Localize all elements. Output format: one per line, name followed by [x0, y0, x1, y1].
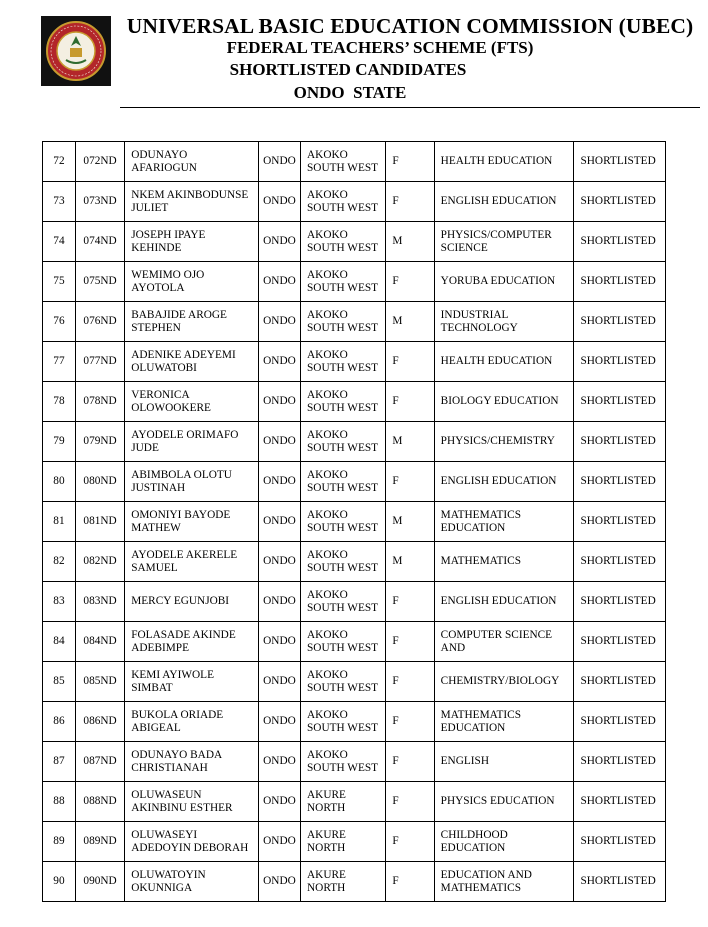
- serial-number-cell: 88: [43, 782, 76, 822]
- organization-title: UNIVERSAL BASIC EDUCATION COMMISSION (UBEC): [126, 14, 694, 38]
- status-cell: SHORTLISTED: [574, 462, 666, 502]
- sex-cell: M: [386, 302, 434, 342]
- candidate-name-cell: OLUWASEUN AKINBINU ESTHER: [125, 782, 259, 822]
- state-cell: ONDO: [258, 462, 300, 502]
- course-cell: HEALTH EDUCATION: [434, 142, 574, 182]
- state-cell: ONDO: [258, 502, 300, 542]
- list-title: SHORTLISTED CANDIDATES: [229, 60, 467, 79]
- candidate-name-cell: AYODELE ORIMAFO JUDE: [125, 422, 259, 462]
- status-cell: SHORTLISTED: [574, 822, 666, 862]
- course-cell: CHEMISTRY/BIOLOGY: [434, 662, 574, 702]
- course-cell: HEALTH EDUCATION: [434, 342, 574, 382]
- sex-cell: M: [386, 542, 434, 582]
- serial-number-cell: 86: [43, 702, 76, 742]
- state-cell: ONDO: [258, 262, 300, 302]
- serial-number-cell: 76: [43, 302, 76, 342]
- table-row: [43, 822, 666, 862]
- sex-cell: F: [386, 182, 434, 222]
- candidate-name-cell: BUKOLA ORIADE ABIGEAL: [125, 702, 259, 742]
- candidate-name-cell: FOLASADE AKINDE ADEBIMPE: [125, 622, 259, 662]
- candidate-code-cell: 084ND: [75, 622, 124, 662]
- course-cell: ENGLISH EDUCATION: [434, 462, 574, 502]
- sex-cell: F: [386, 622, 434, 662]
- lga-cell: AKOKO SOUTH WEST: [301, 462, 386, 502]
- serial-number-cell: 87: [43, 742, 76, 782]
- serial-number-cell: 73: [43, 182, 76, 222]
- status-cell: SHORTLISTED: [574, 302, 666, 342]
- course-cell: MATHEMATICS EDUCATION: [434, 502, 574, 542]
- candidate-name-cell: ODUNAYO BADA CHRISTIANAH: [125, 742, 259, 782]
- table-row: [43, 342, 666, 382]
- lga-cell: AKOKO SOUTH WEST: [301, 422, 386, 462]
- serial-number-cell: 78: [43, 382, 76, 422]
- state-cell: ONDO: [258, 742, 300, 782]
- lga-cell: AKOKO SOUTH WEST: [301, 502, 386, 542]
- state-cell: ONDO: [258, 582, 300, 622]
- serial-number-cell: 79: [43, 422, 76, 462]
- candidate-code-cell: 080ND: [75, 462, 124, 502]
- course-cell: PHYSICS/CHEMISTRY: [434, 422, 574, 462]
- table-row: [43, 382, 666, 422]
- candidate-name-cell: ODUNAYO AFARIOGUN: [125, 142, 259, 182]
- candidate-name-cell: AYODELE AKERELE SAMUEL: [125, 542, 259, 582]
- lga-cell: AKOKO SOUTH WEST: [301, 662, 386, 702]
- table-row: [43, 742, 666, 782]
- lga-cell: AKOKO SOUTH WEST: [301, 182, 386, 222]
- candidate-code-cell: 076ND: [75, 302, 124, 342]
- status-cell: SHORTLISTED: [574, 782, 666, 822]
- candidate-name-cell: ADENIKE ADEYEMI OLUWATOBI: [125, 342, 259, 382]
- table-row: [43, 702, 666, 742]
- table-row: [43, 582, 666, 622]
- status-cell: SHORTLISTED: [574, 542, 666, 582]
- lga-cell: AKOKO SOUTH WEST: [301, 542, 386, 582]
- candidate-name-cell: MERCY EGUNJOBI: [125, 582, 259, 622]
- status-cell: SHORTLISTED: [574, 582, 666, 622]
- table-row: [43, 862, 666, 902]
- status-cell: SHORTLISTED: [574, 222, 666, 262]
- sex-cell: F: [386, 822, 434, 862]
- candidate-name-cell: BABAJIDE AROGE STEPHEN: [125, 302, 259, 342]
- candidate-name-cell: OMONIYI BAYODE MATHEW: [125, 502, 259, 542]
- course-cell: ENGLISH EDUCATION: [434, 582, 574, 622]
- candidate-name-cell: NKEM AKINBODUNSE JULIET: [125, 182, 259, 222]
- table-row: [43, 222, 666, 262]
- lga-cell: AKOKO SOUTH WEST: [301, 382, 386, 422]
- table-row: [43, 262, 666, 302]
- candidate-name-cell: OLUWASEYI ADEDOYIN DEBORAH: [125, 822, 259, 862]
- candidate-name-cell: ABIMBOLA OLOTU JUSTINAH: [125, 462, 259, 502]
- candidate-code-cell: 088ND: [75, 782, 124, 822]
- serial-number-cell: 85: [43, 662, 76, 702]
- candidate-code-cell: 072ND: [75, 142, 124, 182]
- candidate-name-cell: JOSEPH IPAYE KEHINDE: [125, 222, 259, 262]
- candidate-code-cell: 082ND: [75, 542, 124, 582]
- status-cell: SHORTLISTED: [574, 262, 666, 302]
- course-cell: PHYSICS EDUCATION: [434, 782, 574, 822]
- sex-cell: M: [386, 222, 434, 262]
- table-row: [43, 302, 666, 342]
- candidate-name-cell: VERONICA OLOWOOKERE: [125, 382, 259, 422]
- course-cell: INDUSTRIAL TECHNOLOGY: [434, 302, 574, 342]
- sex-cell: F: [386, 702, 434, 742]
- lga-cell: AKURE NORTH: [301, 782, 386, 822]
- serial-number-cell: 89: [43, 822, 76, 862]
- serial-number-cell: 74: [43, 222, 76, 262]
- course-cell: MATHEMATICS EDUCATION: [434, 702, 574, 742]
- scheme-title: FEDERAL TEACHERS’ SCHEME (FTS): [226, 38, 534, 57]
- candidate-code-cell: 074ND: [75, 222, 124, 262]
- table-row: [43, 182, 666, 222]
- header-divider: [120, 107, 700, 108]
- lga-cell: AKOKO SOUTH WEST: [301, 742, 386, 782]
- serial-number-cell: 81: [43, 502, 76, 542]
- course-cell: ENGLISH EDUCATION: [434, 182, 574, 222]
- candidate-code-cell: 079ND: [75, 422, 124, 462]
- table-row: [43, 782, 666, 822]
- candidate-code-cell: 083ND: [75, 582, 124, 622]
- table-row: [43, 502, 666, 542]
- course-cell: YORUBA EDUCATION: [434, 262, 574, 302]
- lga-cell: AKOKO SOUTH WEST: [301, 302, 386, 342]
- status-cell: SHORTLISTED: [574, 622, 666, 662]
- sex-cell: F: [386, 582, 434, 622]
- lga-cell: AKURE NORTH: [301, 862, 386, 902]
- candidate-code-cell: 087ND: [75, 742, 124, 782]
- status-cell: SHORTLISTED: [574, 742, 666, 782]
- serial-number-cell: 83: [43, 582, 76, 622]
- sex-cell: F: [386, 262, 434, 302]
- course-cell: MATHEMATICS: [434, 542, 574, 582]
- serial-number-cell: 82: [43, 542, 76, 582]
- serial-number-cell: 77: [43, 342, 76, 382]
- state-cell: ONDO: [258, 422, 300, 462]
- lga-cell: AKOKO SOUTH WEST: [301, 222, 386, 262]
- state-cell: ONDO: [258, 822, 300, 862]
- table-row: [43, 622, 666, 662]
- serial-number-cell: 90: [43, 862, 76, 902]
- candidate-code-cell: 086ND: [75, 702, 124, 742]
- serial-number-cell: 75: [43, 262, 76, 302]
- sex-cell: F: [386, 142, 434, 182]
- serial-number-cell: 84: [43, 622, 76, 662]
- table-row: [43, 142, 666, 182]
- candidate-code-cell: 073ND: [75, 182, 124, 222]
- candidates-table: [42, 141, 666, 902]
- lga-cell: AKOKO SOUTH WEST: [301, 582, 386, 622]
- lga-cell: AKOKO SOUTH WEST: [301, 142, 386, 182]
- status-cell: SHORTLISTED: [574, 422, 666, 462]
- state-title: ONDO STATE: [293, 83, 407, 102]
- course-cell: BIOLOGY EDUCATION: [434, 382, 574, 422]
- course-cell: COMPUTER SCIENCE AND: [434, 622, 574, 662]
- table-row: [43, 422, 666, 462]
- status-cell: SHORTLISTED: [574, 862, 666, 902]
- sex-cell: F: [386, 862, 434, 902]
- sex-cell: F: [386, 462, 434, 502]
- status-cell: SHORTLISTED: [574, 342, 666, 382]
- sex-cell: M: [386, 422, 434, 462]
- candidate-code-cell: 075ND: [75, 262, 124, 302]
- table-row: [43, 542, 666, 582]
- lga-cell: AKOKO SOUTH WEST: [301, 262, 386, 302]
- sex-cell: F: [386, 382, 434, 422]
- candidate-code-cell: 085ND: [75, 662, 124, 702]
- sex-cell: F: [386, 342, 434, 382]
- candidate-code-cell: 078ND: [75, 382, 124, 422]
- status-cell: SHORTLISTED: [574, 142, 666, 182]
- sex-cell: F: [386, 742, 434, 782]
- candidate-name-cell: WEMIMO OJO AYOTOLA: [125, 262, 259, 302]
- sex-cell: F: [386, 782, 434, 822]
- state-cell: ONDO: [258, 662, 300, 702]
- state-cell: ONDO: [258, 382, 300, 422]
- state-cell: ONDO: [258, 222, 300, 262]
- state-cell: ONDO: [258, 622, 300, 662]
- lga-cell: AKURE NORTH: [301, 822, 386, 862]
- candidate-code-cell: 077ND: [75, 342, 124, 382]
- status-cell: SHORTLISTED: [574, 702, 666, 742]
- sex-cell: M: [386, 502, 434, 542]
- state-cell: ONDO: [258, 342, 300, 382]
- candidate-name-cell: OLUWATOYIN OKUNNIGA: [125, 862, 259, 902]
- state-cell: ONDO: [258, 142, 300, 182]
- sex-cell: F: [386, 662, 434, 702]
- course-cell: ENGLISH: [434, 742, 574, 782]
- lga-cell: AKOKO SOUTH WEST: [301, 702, 386, 742]
- candidate-name-cell: KEMI AYIWOLE SIMBAT: [125, 662, 259, 702]
- state-cell: ONDO: [258, 542, 300, 582]
- table-row: [43, 462, 666, 502]
- status-cell: SHORTLISTED: [574, 502, 666, 542]
- course-cell: PHYSICS/COMPUTER SCIENCE: [434, 222, 574, 262]
- course-cell: CHILDHOOD EDUCATION: [434, 822, 574, 862]
- lga-cell: AKOKO SOUTH WEST: [301, 342, 386, 382]
- state-cell: ONDO: [258, 182, 300, 222]
- candidate-code-cell: 081ND: [75, 502, 124, 542]
- state-cell: ONDO: [258, 702, 300, 742]
- serial-number-cell: 72: [43, 142, 76, 182]
- candidate-code-cell: 089ND: [75, 822, 124, 862]
- status-cell: SHORTLISTED: [574, 662, 666, 702]
- serial-number-cell: 80: [43, 462, 76, 502]
- state-cell: ONDO: [258, 862, 300, 902]
- candidate-code-cell: 090ND: [75, 862, 124, 902]
- course-cell: EDUCATION AND MATHEMATICS: [434, 862, 574, 902]
- status-cell: SHORTLISTED: [574, 382, 666, 422]
- table-row: [43, 662, 666, 702]
- status-cell: SHORTLISTED: [574, 182, 666, 222]
- lga-cell: AKOKO SOUTH WEST: [301, 622, 386, 662]
- state-cell: ONDO: [258, 782, 300, 822]
- state-cell: ONDO: [258, 302, 300, 342]
